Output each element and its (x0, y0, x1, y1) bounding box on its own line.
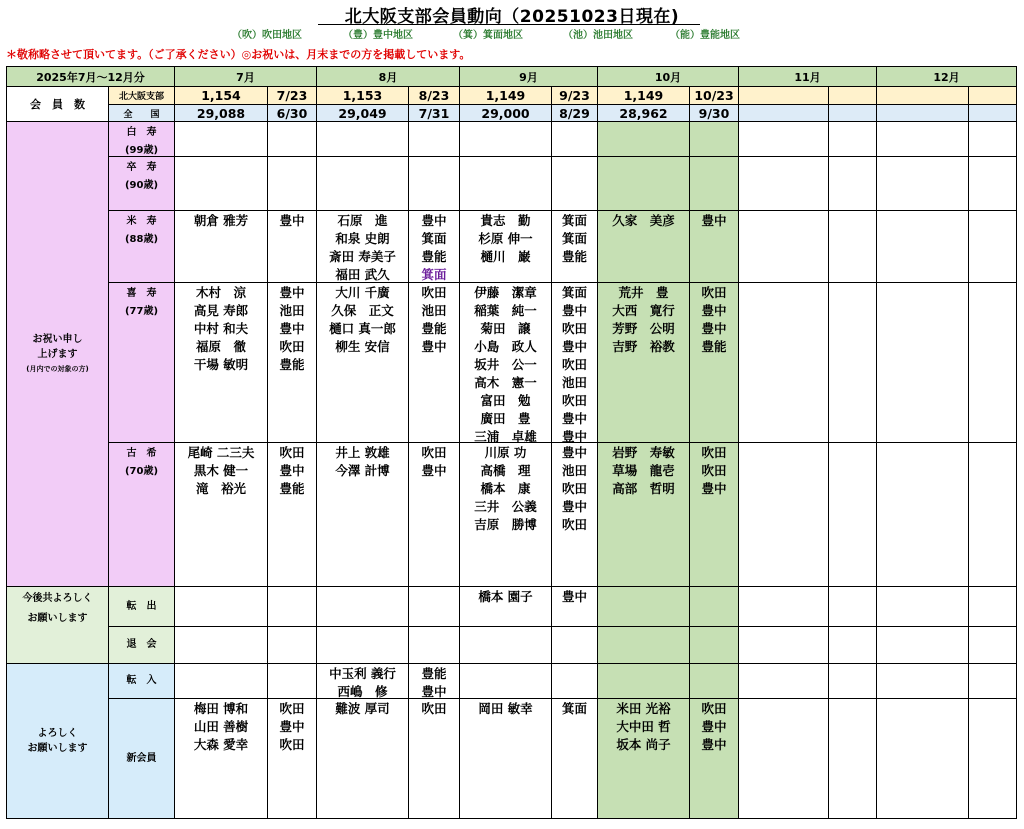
area-cell: 吹田 (408, 698, 460, 819)
names-cell (597, 156, 690, 211)
legend-item: （吹）吹田地区 (232, 30, 302, 41)
area-extra: 箕面 (421, 267, 447, 282)
area-cell (408, 121, 460, 157)
names-cell (876, 210, 969, 283)
names-cell: 木村 涼 高見 寿郎 中村 和夫 福原 徹 干場 敏明 (174, 282, 268, 443)
names-cell: 石原 進 和泉 史朗 斎田 寿美子 福田 武久 (316, 210, 409, 283)
names-cell (738, 442, 829, 587)
area-cell: 吹田 豊中 吹田 (267, 698, 317, 819)
area-cell (267, 121, 317, 157)
names-cell: 川原 功 高橋 理 橋本 康 三井 公義 吉原 勝博 (459, 442, 552, 587)
month-header: 12月 (876, 66, 1017, 87)
area-cell: 豊中 (551, 586, 598, 627)
area-cell (267, 156, 317, 211)
area-cell (968, 698, 1017, 819)
branch-count: 1,154 (174, 86, 268, 105)
names-cell: 井上 敦雄 今澤 計博 (316, 442, 409, 587)
names-cell (174, 586, 268, 627)
national-count: 29,088 (174, 104, 268, 122)
area-cell (828, 210, 877, 283)
names-cell (738, 282, 829, 443)
area-cell (828, 282, 877, 443)
names-cell: 尾崎 二三夫 黒木 健一 滝 裕光 (174, 442, 268, 587)
area-cell (689, 626, 739, 664)
names-cell (316, 626, 409, 664)
area-cell (267, 626, 317, 664)
group-celebrate-sublabel: (月内での対象の方) (26, 364, 89, 373)
national-count: 29,000 (459, 104, 552, 122)
area-cell: 豊中 池田 豊中 吹田 豊能 (267, 282, 317, 443)
names-cell: 荒井 豊 大西 寛行 芳野 公明 吉野 裕教 (597, 282, 690, 443)
area-cell (828, 586, 877, 627)
area-cell (828, 698, 877, 819)
area-cell (551, 626, 598, 664)
area-cell: 豊中 (267, 210, 317, 283)
category-shinkai: 新会員 (108, 698, 175, 819)
names-cell: 貴志 勤 杉原 伸一 樋川 巌 (459, 210, 552, 283)
area-cell (689, 121, 739, 157)
national-count-date: 7/31 (408, 104, 460, 122)
page-title: 北大阪支部会員動向（20251023日現在) (344, 7, 680, 27)
names-cell: 伊藤 潔章 稲葉 純一 菊田 譲 小島 政人 坂井 公一 高木 憲一 富田 勉 廣田 豊 三浦 卓雄 (459, 282, 552, 443)
legend-item: （豊）豊中地区 (343, 30, 413, 41)
names-cell: 橋本 園子 (459, 586, 552, 627)
names-cell (597, 121, 690, 157)
national-count-date (968, 104, 1017, 122)
national-count-date (828, 104, 877, 122)
names-cell (876, 663, 969, 699)
area-cell (968, 626, 1017, 664)
area-cell (551, 663, 598, 699)
names-cell (174, 626, 268, 664)
area-cell: 豊能 豊中 (408, 663, 460, 699)
area-cell (828, 121, 877, 157)
area-cell: 吹田 豊中 豊中 (689, 698, 739, 819)
names-cell (597, 626, 690, 664)
branch-count-date: 8/23 (408, 86, 460, 105)
national-count: 29,049 (316, 104, 409, 122)
names-cell (459, 626, 552, 664)
national-label: 全 国 (108, 104, 175, 122)
area-cell (828, 663, 877, 699)
names-cell (174, 121, 268, 157)
national-count (876, 104, 969, 122)
category-koki: 古 希 (70歳) (108, 442, 175, 587)
branch-count-date: 7/23 (267, 86, 317, 105)
area-cell (828, 442, 877, 587)
national-count (738, 104, 829, 122)
branch-label: 北大阪支部 (108, 86, 175, 105)
area-cell (689, 663, 739, 699)
group-welcome: よろしく お願いします (6, 663, 109, 819)
branch-count: 1,149 (459, 86, 552, 105)
names-cell (876, 586, 969, 627)
names-cell (876, 282, 969, 443)
group-farewell: 今後共よろしく お願いします (6, 586, 109, 664)
branch-count: 1,149 (597, 86, 690, 105)
names-cell (876, 121, 969, 157)
branch-count-date: 9/23 (551, 86, 598, 105)
names-cell (597, 586, 690, 627)
national-count: 28,962 (597, 104, 690, 122)
notice-text: ＊敬称略させて頂いてます。（ご了承ください）◎お祝いは、月末までの方を掲載しています。 (6, 48, 471, 61)
area-cell: 箕面 箕面 豊能 (551, 210, 598, 283)
group-celebrate (6, 121, 109, 587)
national-count-date: 8/29 (551, 104, 598, 122)
area-cell (968, 586, 1017, 627)
area-cell (968, 121, 1017, 157)
area-cell: 吹田 豊中 豊中 豊能 (689, 282, 739, 443)
names-cell (738, 586, 829, 627)
area-cell: 箕面 (551, 698, 598, 819)
area-cell: 豊中 (689, 210, 739, 283)
area-cell: 箕面 豊中 吹田 豊中 吹田 池田 吹田 豊中 豊中 (551, 282, 598, 443)
branch-count (738, 86, 829, 105)
names-cell (876, 156, 969, 211)
title-underline (318, 24, 700, 25)
legend-item: （池）池田地区 (563, 30, 633, 41)
area-cell: 吹田 豊中 (408, 442, 460, 587)
names-cell: 梅田 博和 山田 善樹 大森 愛幸 (174, 698, 268, 819)
names-cell (738, 121, 829, 157)
names-cell (738, 626, 829, 664)
names-cell (738, 156, 829, 211)
names-cell (316, 586, 409, 627)
names-cell: 久家 美彦 (597, 210, 690, 283)
legend-item: （能）豊能地区 (670, 30, 740, 41)
branch-count-date: 10/23 (689, 86, 739, 105)
category-taikai: 退 会 (108, 626, 175, 664)
month-header: 8月 (316, 66, 460, 87)
period-header: 2025年7月～12月分 (6, 66, 175, 87)
names-cell (738, 663, 829, 699)
area-cell (689, 156, 739, 211)
area-cell (968, 156, 1017, 211)
names-cell (459, 121, 552, 157)
category-hakuju: 白 寿 (99歳) (108, 121, 175, 157)
area-cell (408, 626, 460, 664)
month-header: 11月 (738, 66, 877, 87)
area-cell (408, 210, 460, 283)
national-count-date: 9/30 (689, 104, 739, 122)
names-cell (876, 626, 969, 664)
names-cell: 難波 厚司 (316, 698, 409, 819)
area-cell (689, 586, 739, 627)
category-sotsuju: 卒 寿 (90歳) (108, 156, 175, 211)
branch-count (876, 86, 969, 105)
category-beiju: 米 寿 (88歳) (108, 210, 175, 283)
area-cell (968, 442, 1017, 587)
area-cell (267, 663, 317, 699)
area-cell (968, 663, 1017, 699)
branch-count-date (828, 86, 877, 105)
names-cell: 米田 光裕 大中田 哲 坂本 尚子 (597, 698, 690, 819)
branch-count-date (968, 86, 1017, 105)
area-cell (551, 156, 598, 211)
area-cell: 豊中 池田 吹田 豊中 吹田 (551, 442, 598, 587)
area-cell: 吹田 豊中 豊能 (267, 442, 317, 587)
names-cell (316, 156, 409, 211)
month-header: 10月 (597, 66, 739, 87)
names-cell (316, 121, 409, 157)
names-cell (738, 210, 829, 283)
category-kiju: 喜 寿 (77歳) (108, 282, 175, 443)
names-cell: 朝倉 雅芳 (174, 210, 268, 283)
names-cell: 中玉利 義行 西嶋 修 (316, 663, 409, 699)
names-cell (876, 698, 969, 819)
names-cell (174, 663, 268, 699)
area-cell (968, 210, 1017, 283)
names-cell: 岡田 敏幸 (459, 698, 552, 819)
names-cell (174, 156, 268, 211)
names-cell: 岩野 寿敏 草場 龍壱 高部 哲明 (597, 442, 690, 587)
area-cell (408, 156, 460, 211)
area-cell (267, 586, 317, 627)
area-list: 豊中 箕面 豊能 (421, 213, 447, 264)
legend-item: （箕）箕面地区 (453, 30, 523, 41)
area-cell (551, 121, 598, 157)
area-cell: 吹田 吹田 豊中 (689, 442, 739, 587)
area-cell (828, 626, 877, 664)
category-tennyu: 転 入 (108, 663, 175, 699)
names-cell (876, 442, 969, 587)
area-cell (828, 156, 877, 211)
category-tenshutsu: 転 出 (108, 586, 175, 627)
branch-count: 1,153 (316, 86, 409, 105)
names-cell (738, 698, 829, 819)
area-cell (968, 282, 1017, 443)
members-label: 会 員 数 (6, 86, 109, 122)
names-cell (459, 663, 552, 699)
names-cell (597, 663, 690, 699)
area-cell (408, 586, 460, 627)
national-count-date: 6/30 (267, 104, 317, 122)
group-celebrate-label: お祝い申し 上げます (32, 333, 83, 360)
month-header: 9月 (459, 66, 598, 87)
names-cell: 大川 千廣 久保 正文 樋口 真一郎 柳生 安信 (316, 282, 409, 443)
area-cell: 吹田 池田 豊能 豊中 (408, 282, 460, 443)
month-header: 7月 (174, 66, 317, 87)
names-cell (459, 156, 552, 211)
